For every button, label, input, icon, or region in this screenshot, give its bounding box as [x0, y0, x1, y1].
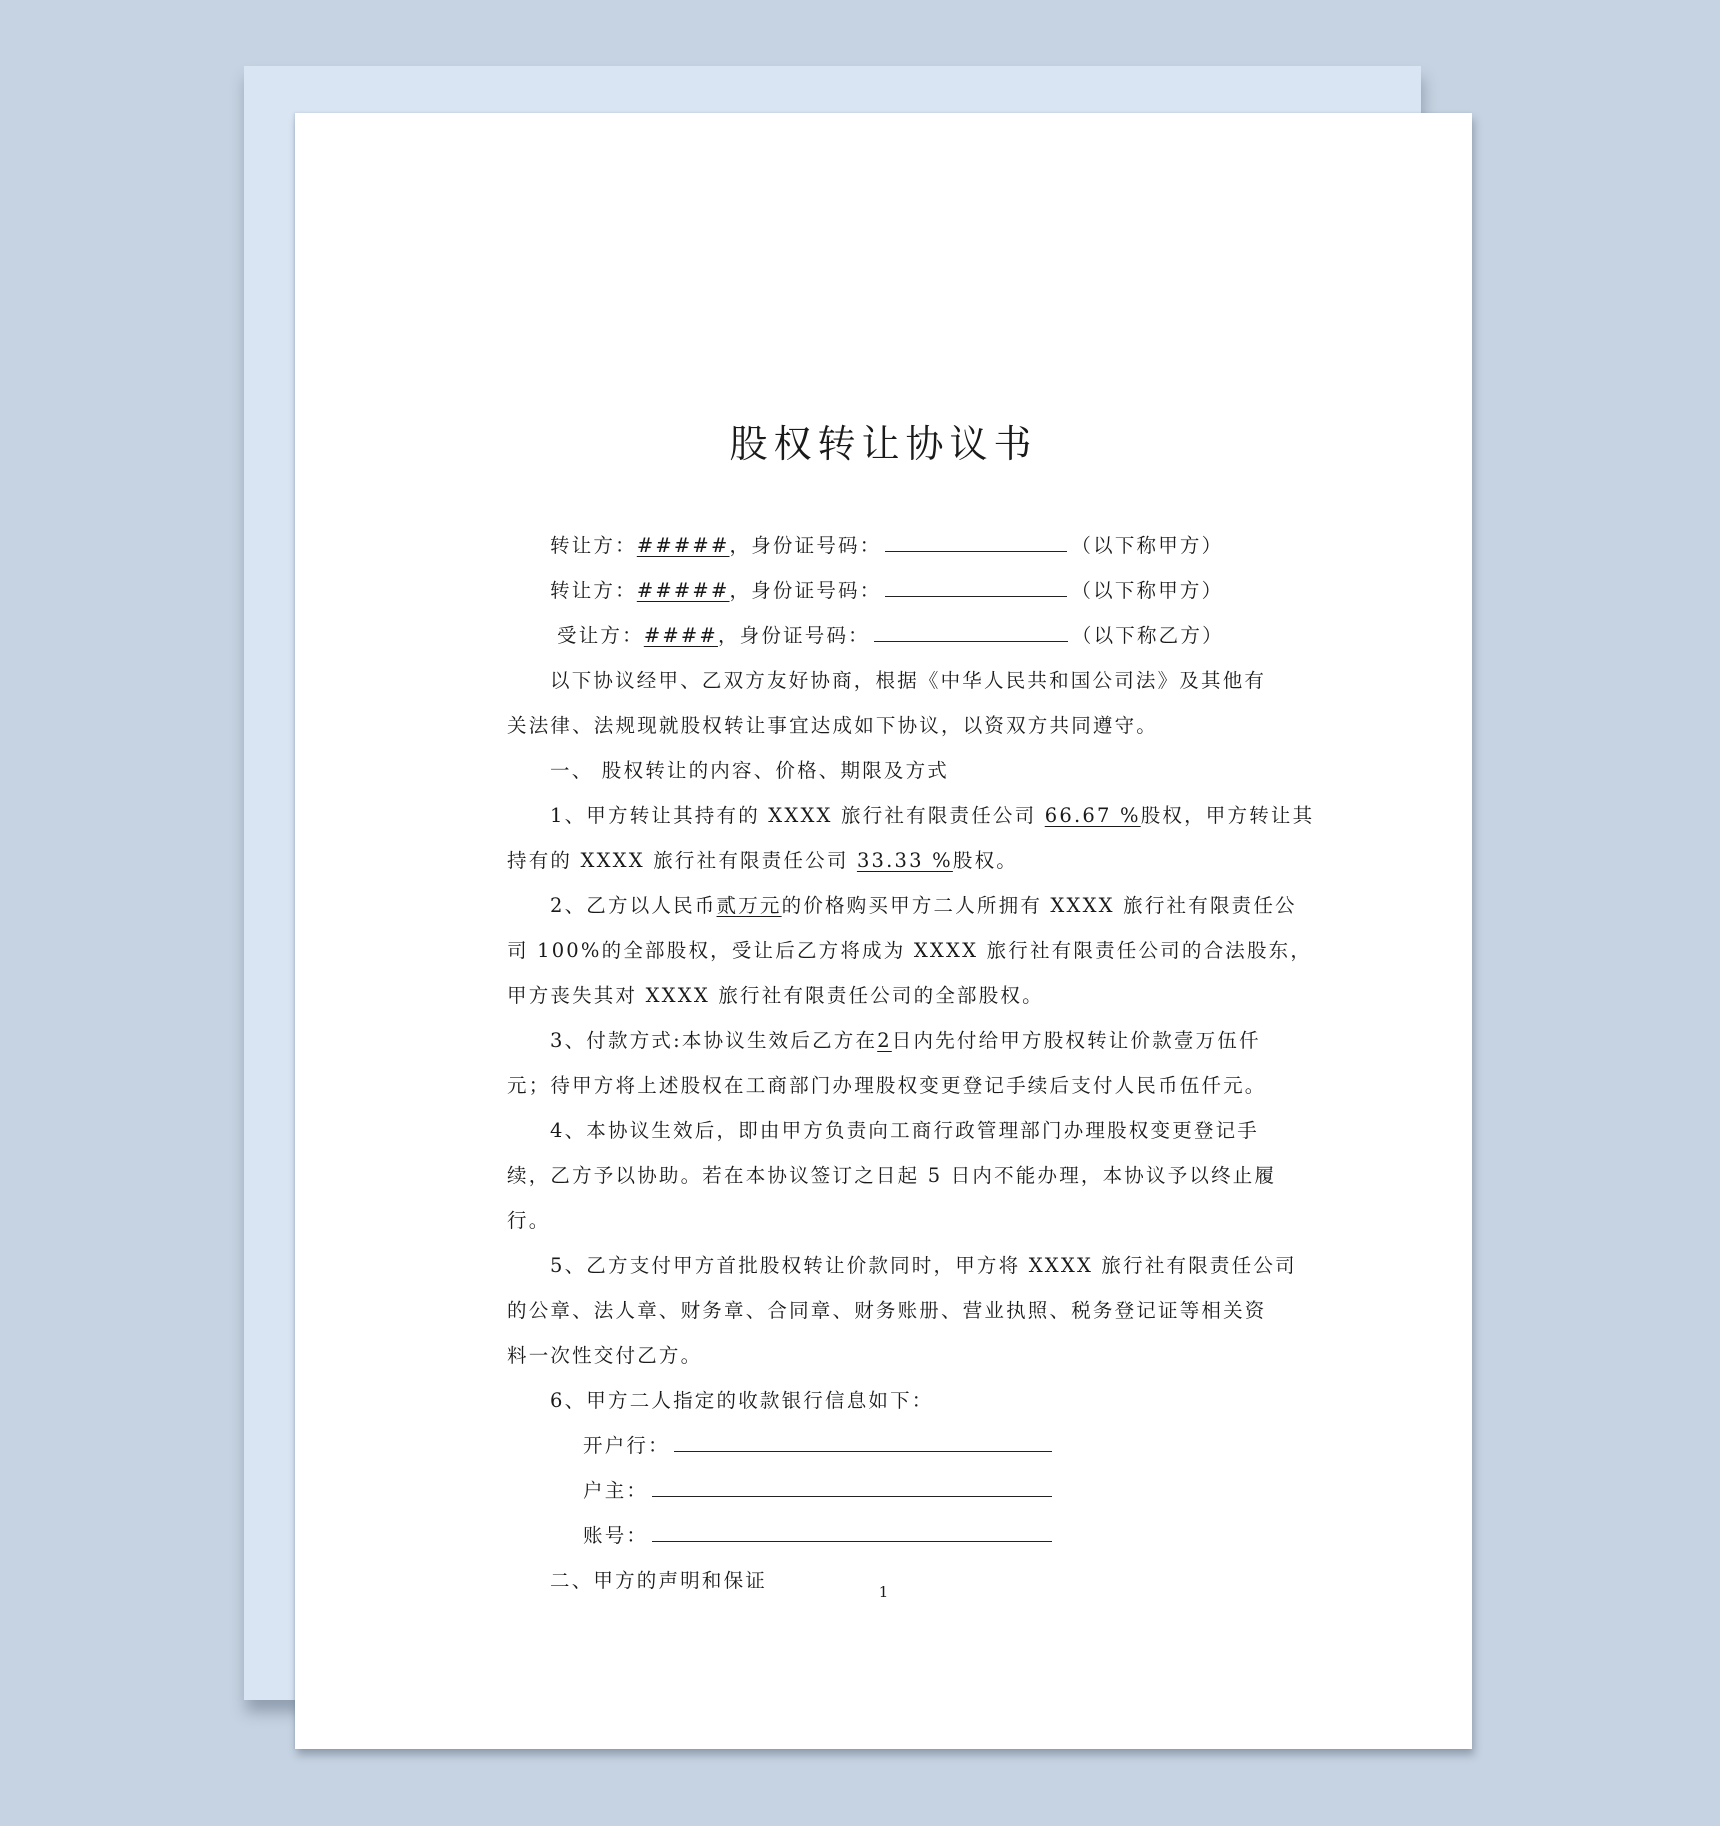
party-row-transferor-2 — [507, 568, 1262, 613]
party-alias: （以下称甲方） — [1071, 579, 1224, 602]
id-label: ，身份证号码： — [729, 579, 882, 602]
clause-4-line-1: 4、本协议生效后，即由甲方负责向工商行政管理部门办理股权变更登记手 — [550, 1119, 1260, 1142]
clause-text: 日内先付给甲方股权转让价款壹万伍仟 — [891, 1029, 1261, 1052]
document-title: 股权转让协议书 — [729, 422, 1038, 466]
bank-name-field[interactable] — [674, 1423, 1052, 1452]
bank-field-row — [507, 1423, 1262, 1468]
clause-4-line-2: 续，乙方予以协助。若在本协议签订之日起 5 日内不能办理，本协议予以终止履 — [507, 1164, 1277, 1187]
clause-5-line-1: 5、乙方支付甲方首批股权转让价款同时，甲方将 XXXX 旅行社有限责任公司 — [550, 1254, 1297, 1277]
clause-text: 持有的 XXXX 旅行社有限责任公司 — [507, 849, 857, 872]
id-number-field[interactable] — [885, 523, 1067, 552]
clause-6-heading: 6、甲方二人指定的收款银行信息如下： — [550, 1389, 934, 1412]
clause-text: 的价格购买甲方二人所拥有 XXXX 旅行社有限责任公 — [781, 894, 1297, 917]
clause-text: 2、乙方以人民币 — [550, 894, 717, 917]
party-row-transferee — [507, 613, 1262, 658]
id-label: ，身份证号码： — [717, 624, 870, 647]
page-number: 1 — [878, 1583, 889, 1601]
account-holder-label: 户主： — [583, 1479, 649, 1502]
party-name: ##### — [636, 534, 730, 557]
clause-2-line-2: 司 100%的全部股权，受让后乙方将成为 XXXX 旅行社有限责任公司的合法股东， — [507, 939, 1313, 962]
clause-1-line-2 — [507, 838, 1262, 883]
share-percent-1: 66.67 % — [1044, 804, 1141, 827]
party-alias: （以下称甲方） — [1071, 534, 1224, 557]
section-2-heading: 二、甲方的声明和保证 — [550, 1569, 768, 1592]
clause-2-line-1 — [507, 883, 1297, 928]
document-body — [507, 523, 1315, 1603]
id-number-field[interactable] — [885, 568, 1067, 597]
bank-name-label: 开户行： — [583, 1434, 670, 1457]
section-1-heading: 一、 股权转让的内容、价格、期限及方式 — [550, 759, 949, 782]
id-label: ，身份证号码： — [729, 534, 882, 557]
account-holder-row — [507, 1468, 1262, 1513]
account-holder-field[interactable] — [652, 1468, 1052, 1497]
account-number-field[interactable] — [652, 1513, 1052, 1542]
price-amount: 贰万元 — [716, 894, 782, 917]
account-number-row — [507, 1513, 1262, 1558]
clause-2-line-3: 甲方丧失其对 XXXX 旅行社有限责任公司的全部股权。 — [507, 984, 1044, 1007]
share-percent-2: 33.33 % — [856, 849, 953, 872]
clause-3-line-1 — [507, 1018, 1262, 1063]
clause-text: 股权。 — [952, 849, 1018, 872]
party-role: 受让方： — [557, 624, 644, 647]
preamble-line-1: 以下协议经甲、乙双方友好协商，根据《中华人民共和国公司法》及其他有 — [550, 669, 1267, 692]
party-row-transferor-1 — [507, 523, 1262, 568]
clause-text: 股权，甲方转让其 — [1140, 804, 1315, 827]
party-role: 转让方： — [550, 579, 637, 602]
clause-1-line-1 — [507, 793, 1315, 838]
payment-days: 2 — [877, 1029, 892, 1052]
preamble-line-2: 关法律、法规现就股权转让事宜达成如下协议，以资双方共同遵守。 — [507, 714, 1159, 737]
party-name: ##### — [636, 579, 730, 602]
clause-3-line-2: 元；待甲方将上述股权在工商部门办理股权变更登记手续后支付人民币伍仟元。 — [507, 1074, 1267, 1097]
id-number-field[interactable] — [874, 613, 1068, 642]
clause-text: 1、甲方转让其持有的 XXXX 旅行社有限责任公司 — [550, 804, 1045, 827]
document-page — [295, 113, 1472, 1749]
clause-text: 3、付款方式:本协议生效后乙方在 — [550, 1029, 878, 1052]
party-name: #### — [643, 624, 718, 647]
account-number-label: 账号： — [583, 1524, 649, 1547]
party-role: 转让方： — [550, 534, 637, 557]
clause-5-line-3: 料一次性交付乙方。 — [507, 1344, 703, 1367]
clause-4-line-3: 行。 — [507, 1209, 551, 1232]
clause-5-line-2: 的公章、法人章、财务章、合同章、财务账册、营业执照、税务登记证等相关资 — [507, 1299, 1267, 1322]
party-alias: （以下称乙方） — [1071, 624, 1224, 647]
